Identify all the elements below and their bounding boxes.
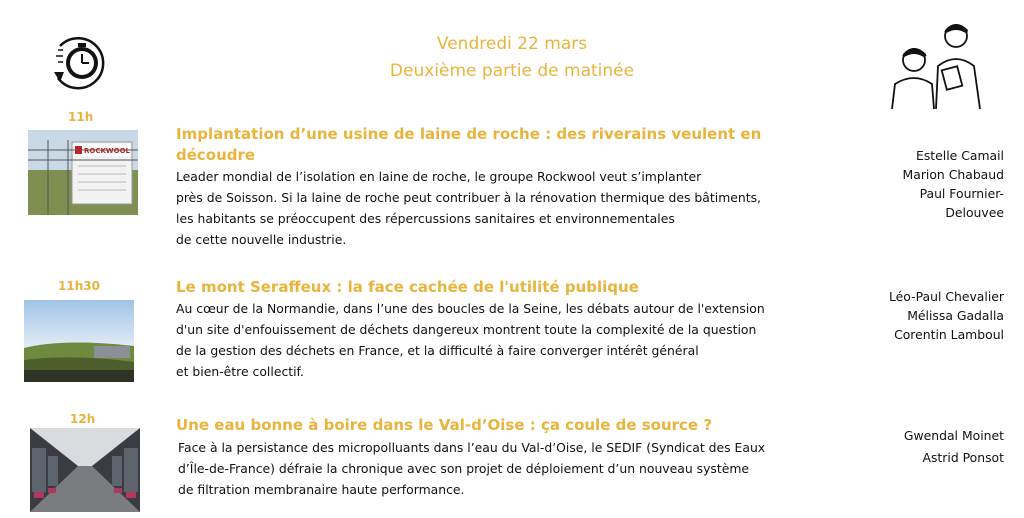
session-title [176, 124, 776, 166]
body-line: de filtration membranaire haute performance. [178, 482, 465, 497]
body-line: Au cœur de la Normandie, dans l’une des boucles de la Seine, les débats autour de l'extension [176, 301, 765, 316]
session-title [176, 277, 776, 298]
author: Corentin Lamboul [894, 327, 1004, 342]
author: Paul Fournier- [919, 186, 1004, 201]
clock-icon [46, 32, 108, 94]
session-description [176, 166, 761, 250]
session-title [176, 415, 776, 436]
body-line: Face à la persistance des micropolluants dans l’eau du Val-d’Oise, le SEDIF (Syndicat des Eaux [178, 440, 766, 455]
title-line: Le mont Seraffeux : la face cachée de l'utilité publique [176, 278, 639, 296]
landfill-site-photo [24, 300, 134, 382]
body-line: d’Île-de-France) défraie la chronique avec son projet de déploiement d’un nouveau système [178, 461, 750, 476]
body-line: près de Soisson. Si la laine de roche peut contribuer à la rénovation thermique des bâtiments, [176, 190, 761, 205]
header-date: Vendredi 22 mars [436, 34, 588, 54]
body-line: de la gestion des déchets en France, et la difficulté à faire converger intérêt général [176, 343, 699, 358]
session-time: 12h [70, 412, 96, 426]
session-authors [903, 146, 1004, 222]
body-line: Leader mondial de l’isolation en laine de roche, le groupe Rockwool veut s’implanter [176, 169, 702, 184]
water-plant-photo [30, 428, 140, 512]
body-line: d'un site d'enfouissement de déchets dangereux montrent toute la complexité de la question [176, 322, 757, 337]
body-line: les habitants se préoccupent des répercussions sanitaires et environnementales [176, 211, 675, 226]
title-line: Une eau bonne à boire dans le Val-d’Oise : ça coule de source ? [176, 416, 713, 434]
header-subtitle: Deuxième partie de matinée [389, 61, 635, 81]
session-time: 11h [68, 110, 94, 124]
author: Mélissa Gadalla [907, 308, 1004, 323]
session-time: 11h30 [58, 279, 100, 293]
author: Astrid Ponsot [922, 450, 1004, 465]
author: Marion Chabaud [902, 167, 1004, 182]
author: Estelle Camail [915, 148, 1004, 163]
title-line: découdre [176, 146, 256, 164]
title-line: Implantation d’une usine de laine de roche : des riverains veulent en [176, 125, 762, 143]
session-authors [889, 287, 1004, 344]
session-authors [904, 425, 1004, 469]
author: Léo-Paul Chevalier [889, 289, 1004, 304]
author: Gwendal Moinet [903, 428, 1004, 443]
rockwool-sign-text: ROCKWOOL [84, 147, 130, 155]
author: Delouvee [945, 205, 1004, 220]
body-line: et bien-être collectif. [176, 364, 304, 379]
session-description [178, 437, 765, 500]
interview-people-icon [888, 14, 990, 112]
session-description [176, 298, 765, 382]
rockwool-site-photo [28, 130, 138, 215]
body-line: de cette nouvelle industrie. [176, 232, 347, 247]
